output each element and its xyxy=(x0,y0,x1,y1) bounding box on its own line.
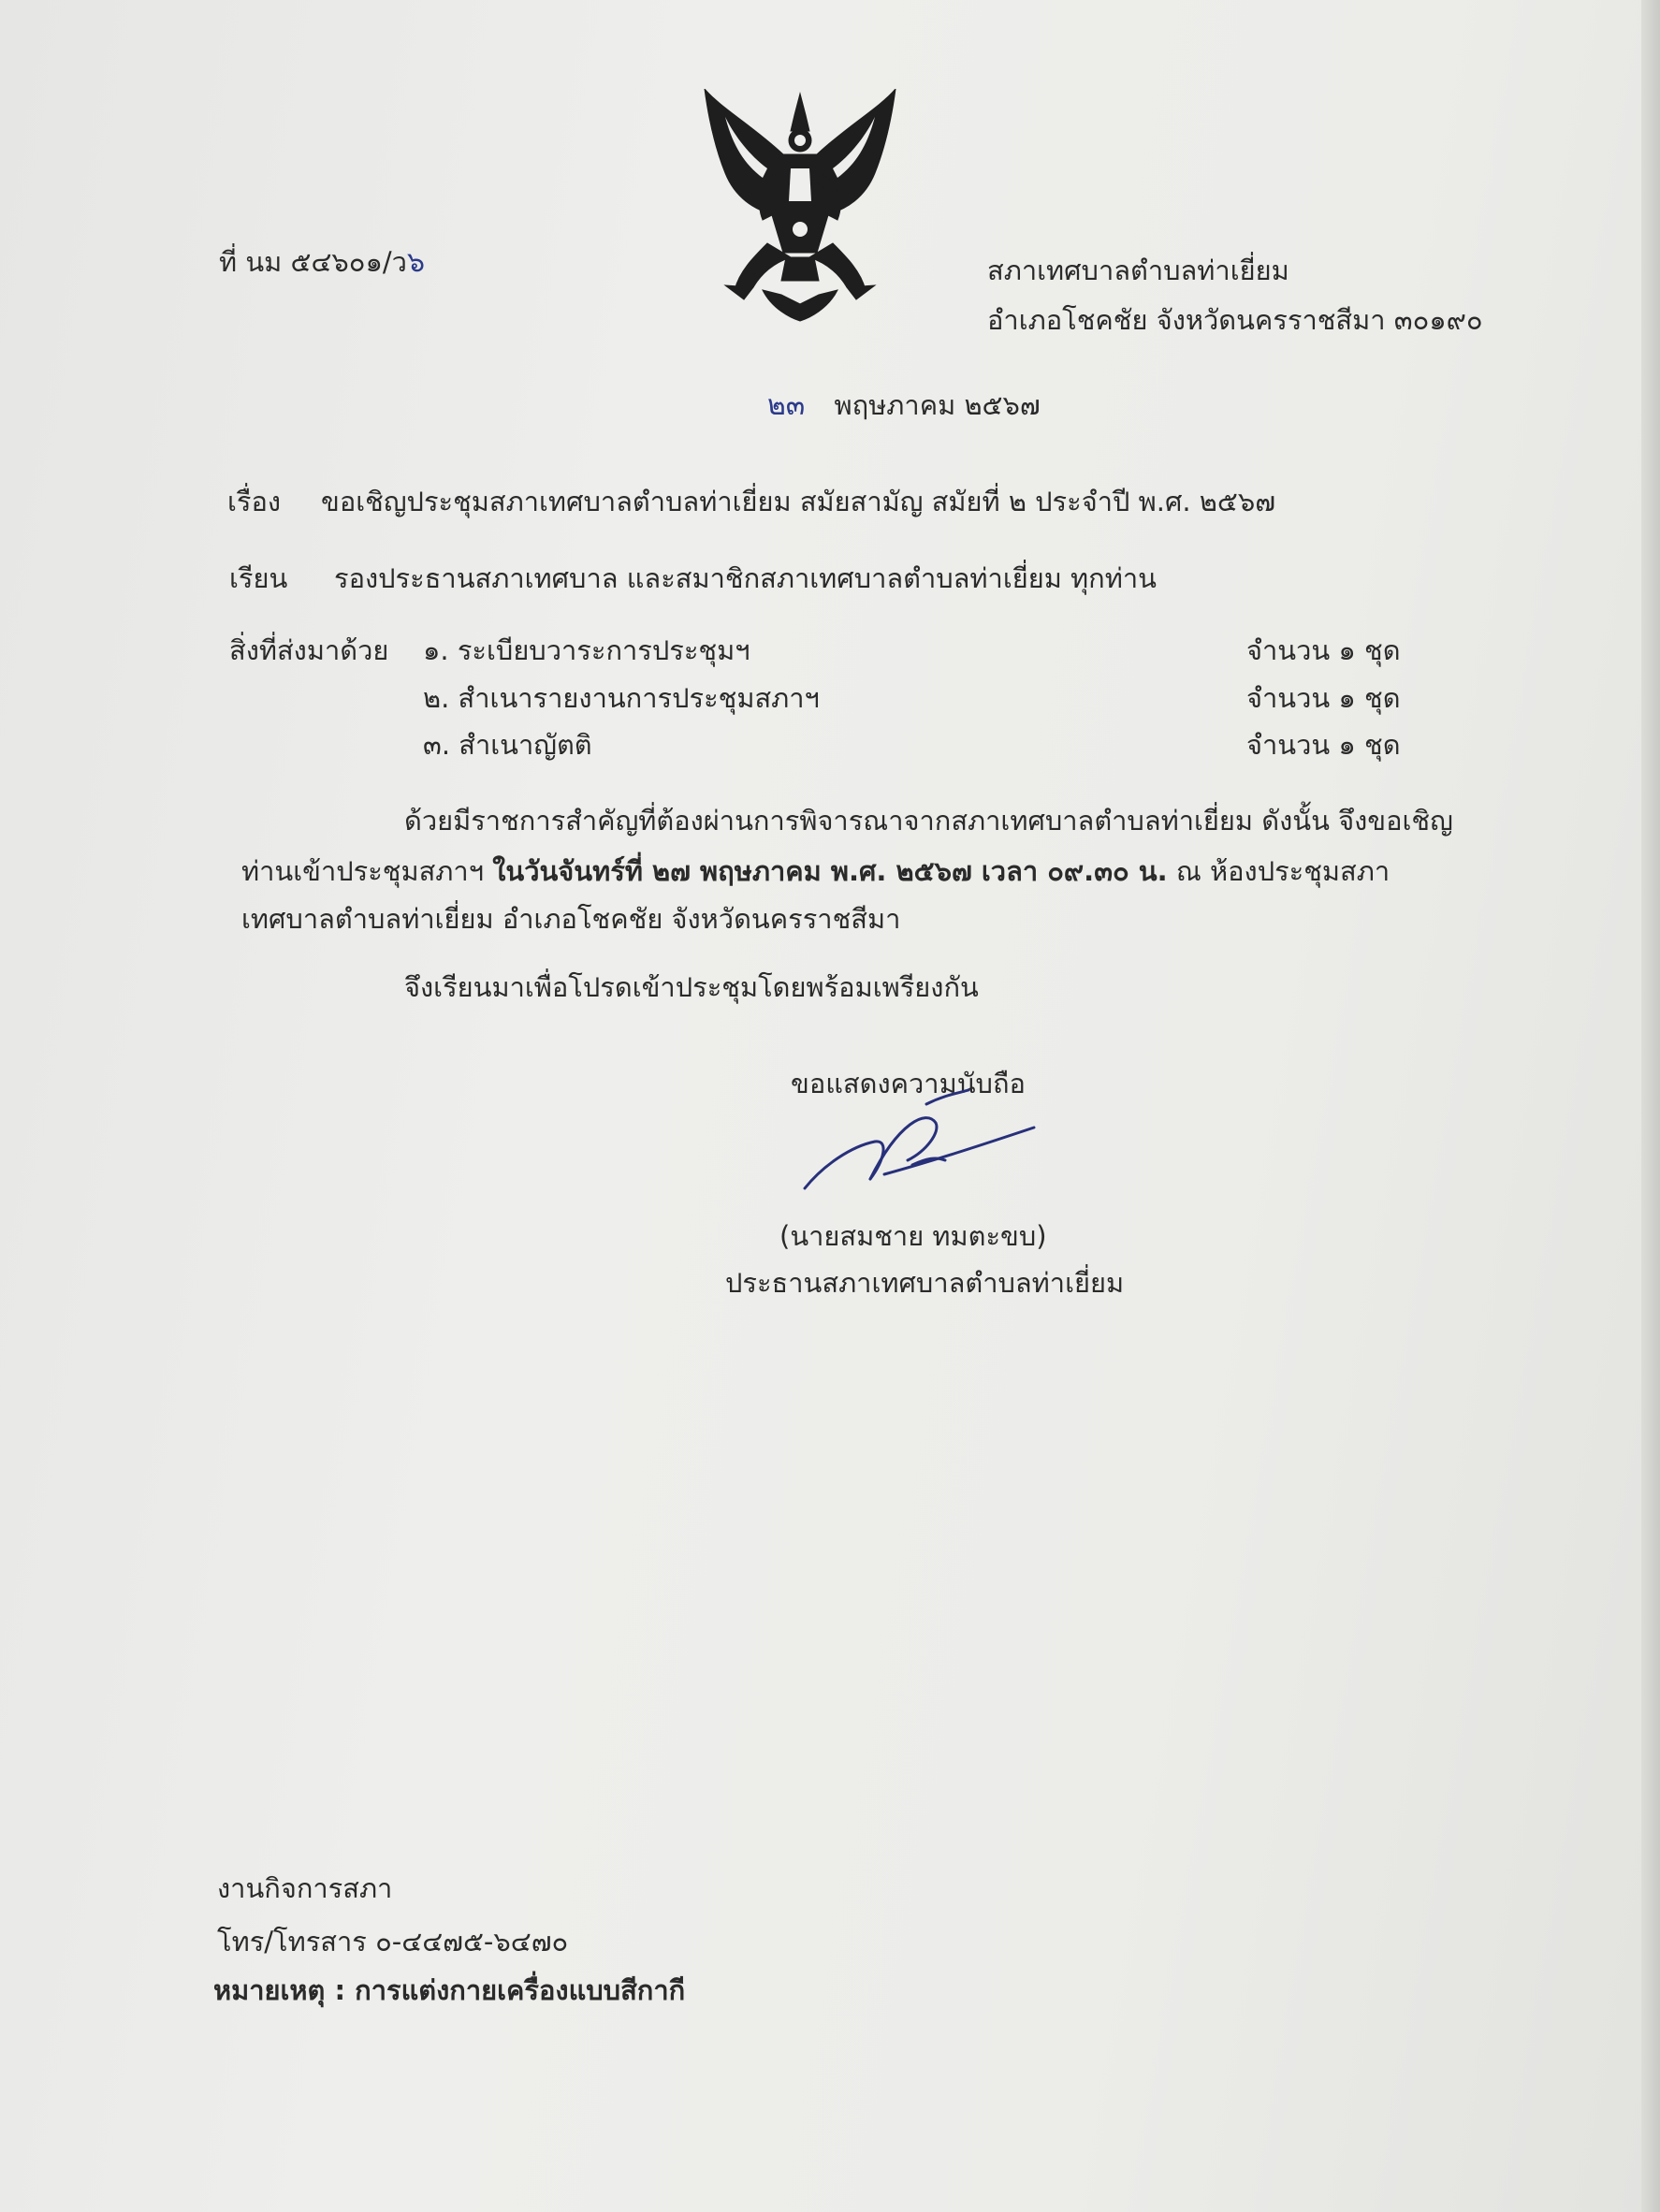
attachment-item: ๓. สำเนาญัตติ xyxy=(423,729,592,761)
org-address: อำเภอโชคชัย จังหวัดนครราชสีมา ๓๐๑๙๐ xyxy=(987,304,1483,336)
closing-line: จึงเรียนมาเพื่อโปรดเข้าประชุมโดยพร้อมเพรียงกัน xyxy=(404,971,979,1003)
document-date xyxy=(767,389,1041,423)
paper-edge xyxy=(1641,0,1660,2212)
attachment-item: ๒. สำเนารายงานการประชุมสภาฯ xyxy=(423,682,820,714)
handwritten-signature-icon xyxy=(795,1085,1048,1207)
signer-name: (นายสมชาย ทมตะขบ) xyxy=(779,1220,1047,1252)
org-name: สภาเทศบาลตำบลท่าเยี่ยม xyxy=(987,255,1289,286)
attachment-qty: จำนวน ๑ ชุด xyxy=(1246,729,1401,761)
date-day-handwritten: ๒๓ xyxy=(767,389,806,422)
attachments-label: สิ่งที่ส่งมาด้วย xyxy=(229,634,389,666)
body-line-2: ท่านเข้าประชุมสภาฯ ในวันจันทร์ที่ ๒๗ พฤษภาคม พ.ศ. ๒๕๖๗ เวลา ๐๙.๓๐ น. ณ ห้องประชุมสภา xyxy=(241,855,1391,887)
attachment-qty: จำนวน ๑ ชุด xyxy=(1246,682,1401,714)
reference-number: ที่ นม ๕๔๖๐๑/ว๖ xyxy=(219,246,426,279)
meeting-datetime: ในวันจันทร์ที่ ๒๗ พฤษภาคม พ.ศ. ๒๕๖๗ เวลา ๐๙.๓๐ น. xyxy=(492,855,1168,887)
dress-code-note: หมายเหตุ : การแต่งกายเครื่องแบบสีกากี xyxy=(213,1974,686,2006)
recipient-label: เรียน xyxy=(229,562,288,594)
signer-position: ประธานสภาเทศบาลตำบลท่าเยี่ยม xyxy=(725,1267,1125,1299)
recipient-text: รองประธานสภาเทศบาล และสมาชิกสภาเทศบาลตำบลท่าเยี่ยม ทุกท่าน xyxy=(334,562,1157,594)
contact-phone: โทร/โทรสาร ๐-๔๔๗๕-๖๔๗๐ xyxy=(217,1926,569,1957)
attachment-qty: จำนวน ๑ ชุด xyxy=(1246,634,1401,666)
garuda-emblem-icon xyxy=(697,89,903,323)
reference-number-handwritten: ๖ xyxy=(406,246,426,279)
body-line-1: ด้วยมีราชการสำคัญที่ต้องผ่านการพิจารณาจากสภาเทศบาลตำบลท่าเยี่ยม ดังนั้น จึงขอเชิญ xyxy=(404,805,1453,837)
attachment-item: ๑. ระเบียบวาระการประชุมฯ xyxy=(423,634,750,666)
date-month-year: พฤษภาคม ๒๕๖๗ xyxy=(834,389,1041,421)
department: งานกิจการสภา xyxy=(217,1872,393,1904)
regards: ขอแสดงความนับถือ xyxy=(791,1068,1026,1099)
body-line-3: เทศบาลตำบลท่าเยี่ยม อำเภอโชคชัย จังหวัดนครราชสีมา xyxy=(241,903,901,935)
subject-label: เรื่อง xyxy=(227,486,282,517)
subject-text: ขอเชิญประชุมสภาเทศบาลตำบลท่าเยี่ยม สมัยสามัญ สมัยที่ ๒ ประจำปี พ.ศ. ๒๕๖๗ xyxy=(321,486,1276,517)
